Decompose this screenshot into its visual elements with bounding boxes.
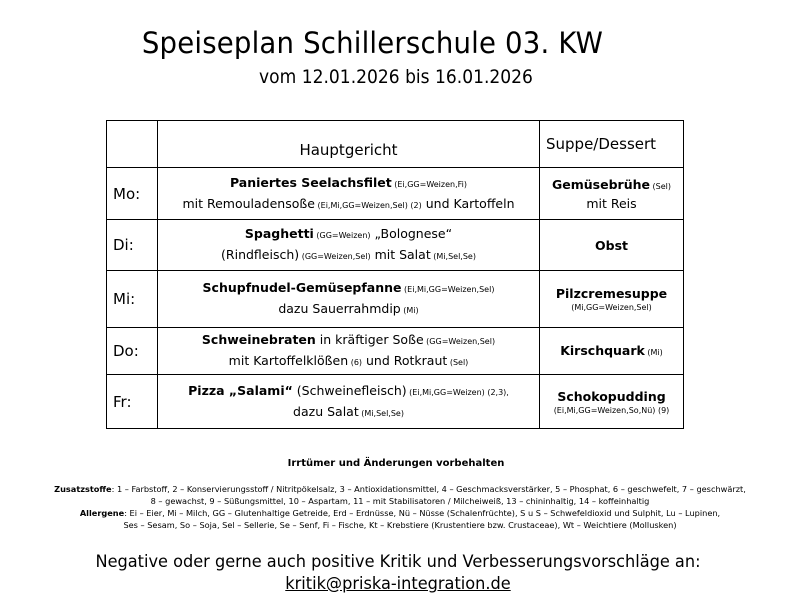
header-hauptgericht: Hauptgericht	[158, 121, 540, 168]
zusatzstoffe-line-1	[20, 483, 780, 495]
main-dish-cell	[158, 220, 540, 271]
soup-dessert-line	[540, 388, 683, 405]
soup-dessert-name: Pilzcremesuppe	[555, 286, 668, 301]
menu-table	[106, 120, 684, 429]
day-label: Do:	[107, 328, 158, 375]
allergen-info: (Mi)	[400, 306, 419, 315]
main-dish-line	[158, 278, 539, 299]
dish-text: und Kartoffeln	[421, 195, 515, 211]
dish-text: mit Kartoffelklößen	[228, 353, 349, 368]
main-dish-line	[158, 173, 539, 194]
dish-name: Paniertes Seelachsfilet	[229, 174, 392, 190]
soup-dessert-cell	[540, 220, 684, 271]
dish-text: mit Salat	[370, 247, 431, 262]
dish-text: (Schweinefleisch)	[292, 382, 407, 398]
main-dish-line	[158, 402, 539, 423]
zusatzstoffe-label: Zusatzstoffe	[54, 484, 112, 494]
dish-text: dazu Salat	[293, 403, 359, 419]
main-dish-cell	[158, 375, 540, 429]
zusatzstoffe-text: : 1 – Farbstoff, 2 – Konservierungsstoff / Nitritpökelsalz, 3 – Antioxidationsmittel, 4 – Geschmacksverstärker, 5 – Phosphat, 6 – geschwefelt, 7 – geschwärzt,	[111, 484, 746, 494]
feedback-email-link[interactable]: kritik@priska-integration.de	[285, 574, 511, 594]
allergen-info: (Ei,Mi,GG=Weizen) (2,3),	[406, 387, 509, 397]
soup-dessert-name: Obst	[595, 237, 628, 253]
dish-text: mit Remouladensoße	[182, 195, 315, 211]
main-dish-cell	[158, 271, 540, 328]
allergene-line-2: Ses – Sesam, So – Soja, Sel – Sellerie, Se – Senf, Fi – Fische, Kt – Krebstiere (Krustentiere bzw. Crustaceae), Wt – Weichtiere (Mollusken)	[123, 520, 677, 530]
soup-dessert-line	[540, 342, 683, 361]
main-dish-line	[158, 381, 539, 402]
day-label: Mi:	[107, 271, 158, 328]
soup-dessert-cell	[540, 168, 684, 220]
dish-text: dazu Sauerrahmdip	[278, 301, 401, 316]
page-title: Speiseplan Schillerschule 03. KW	[141, 26, 604, 60]
dish-name: Schweinebraten	[201, 332, 316, 347]
main-dish-line	[158, 224, 539, 245]
table-header-row	[107, 121, 684, 168]
table-row	[107, 220, 684, 271]
allergene-line-1	[20, 507, 780, 519]
soup-dessert-cell	[540, 271, 684, 328]
dish-name: Schupfnudel-Gemüsepfanne	[202, 280, 402, 295]
soup-dessert-line	[540, 285, 683, 302]
zusatzstoffe-line-2: 8 – gewachst, 9 – Süßungsmittel, 10 – Aspartam, 11 – mit Stabilisatoren / Milcheiweiß, 13 – chininhaltig, 14 – koffeinhaltig	[150, 496, 650, 506]
dish-text: „Bolognese“	[370, 226, 453, 241]
dish-text: und Rotkraut	[362, 353, 448, 368]
disclaimer-note: Irrtümer und Änderungen vorbehalten	[287, 458, 505, 469]
feedback-text: Negative oder gerne auch positive Kritik und Verbesserungsvorschläge an:	[95, 552, 701, 572]
allergen-info: (Ei,Mi,GG=Weizen,Sel) (2)	[314, 200, 422, 210]
header-day-cell	[107, 121, 158, 168]
dish-name: Spaghetti	[244, 226, 314, 241]
soup-dessert-name: Schokopudding	[557, 388, 666, 404]
dish-text: (Rindfleisch)	[221, 247, 300, 262]
allergene-label: Allergene	[79, 508, 125, 518]
table-row	[107, 271, 684, 328]
soup-dessert-cell	[540, 375, 684, 429]
allergen-info: (GG=Weizen)	[313, 231, 371, 240]
main-dish-line	[158, 330, 539, 351]
feedback-section	[20, 551, 776, 595]
day-label: Fr:	[107, 375, 158, 429]
allergen-info: (Mi,Sel,Se)	[430, 252, 476, 261]
allergen-info: (Ei,Mi,GG=Weizen,So,Nü) (9)	[553, 405, 670, 415]
main-dish-cell	[158, 168, 540, 220]
allergen-info: (Mi)	[644, 347, 663, 357]
table-row	[107, 375, 684, 429]
date-range: vom 12.01.2026 bis 16.01.2026	[259, 66, 533, 88]
soup-dessert-cell	[540, 328, 684, 375]
allergen-info: (Mi,Sel,Se)	[358, 408, 404, 418]
soup-dessert-extra: mit Reis	[586, 195, 637, 211]
allergene-text: : Ei – Eier, Mi – Milch, GG – Glutenhaltige Getreide, Erd – Erdnüsse, Nü – Nüsse (Schalenfrüchte), S u S – Schwefeldioxid und Sulphit, Lu – Lupinen,	[124, 508, 721, 518]
header-suppe-dessert: Suppe/Dessert	[540, 121, 684, 168]
allergen-info: (6)	[348, 358, 363, 367]
main-dish-line	[158, 245, 539, 266]
day-label: Di:	[107, 220, 158, 271]
allergen-info: (Mi,GG=Weizen,Sel)	[571, 303, 652, 312]
soup-dessert-line	[540, 176, 683, 195]
dish-text: in kräftiger Soße	[315, 332, 424, 347]
allergen-info: (Ei,Mi,GG=Weizen,Sel)	[401, 285, 495, 294]
main-dish-line	[158, 194, 539, 215]
legend	[20, 483, 780, 531]
main-dish-line	[158, 351, 539, 372]
dish-name: Pizza „Salami“	[188, 382, 293, 398]
main-dish-cell	[158, 328, 540, 375]
main-dish-line	[158, 299, 539, 320]
day-label: Mo:	[107, 168, 158, 220]
allergen-info: (GG=Weizen,Sel)	[423, 337, 496, 346]
soup-dessert-name: Kirschquark	[560, 342, 645, 358]
soup-dessert-name: Gemüsebrühe	[552, 176, 650, 192]
table-row	[107, 168, 684, 220]
allergen-info: (GG=Weizen,Sel)	[299, 252, 371, 261]
allergen-info: (Sel)	[649, 181, 671, 191]
soup-dessert-line	[540, 237, 683, 254]
allergen-info: (Ei,GG=Weizen,Fi)	[391, 179, 468, 189]
allergen-info: (Sel)	[447, 358, 469, 367]
table-row	[107, 328, 684, 375]
